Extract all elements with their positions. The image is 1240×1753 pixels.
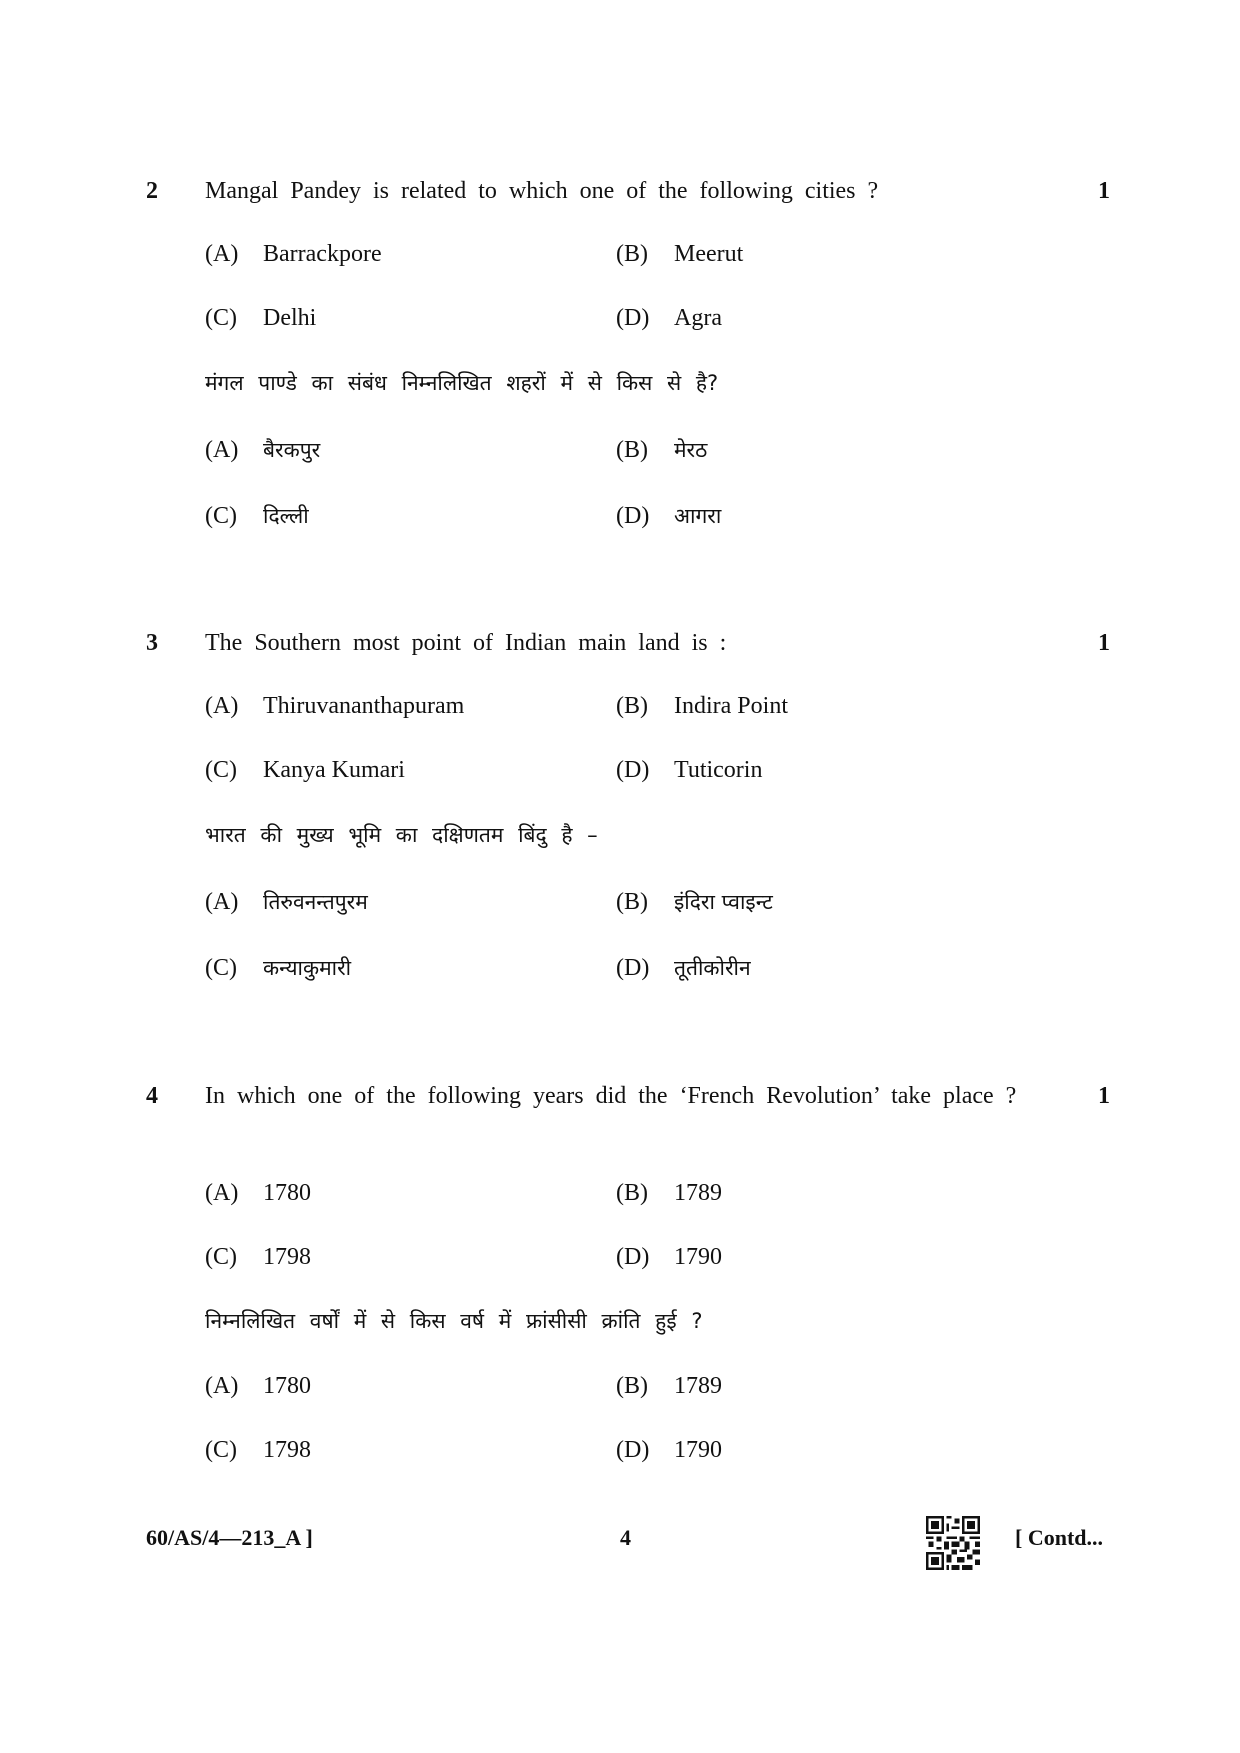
question-number: 3 (146, 630, 158, 656)
option-c-hi: (C) दिल्ली (205, 503, 309, 529)
question-number: 2 (146, 178, 158, 204)
question-text-en: In which one of the following years did the ‘French Revolution’ take place ? (205, 1083, 1017, 1109)
option-a-hi: (A) तिरुवनन्तपुरम (205, 889, 368, 915)
option-a-hi: (A) बैरकपुर (205, 437, 321, 463)
question-marks: 1 (1098, 630, 1110, 656)
option-d-hi: (D) 1790 (616, 1437, 722, 1463)
option-b-hi: (B) मेरठ (616, 437, 708, 463)
option-c-hi: (C) कन्याकुमारी (205, 955, 352, 981)
option-c-en: (C) 1798 (205, 1244, 311, 1270)
option-d-en: (D) Tuticorin (616, 757, 763, 783)
option-a-en: (A) Thiruvananthapuram (205, 693, 465, 719)
option-a-en: (A) Barrackpore (205, 241, 382, 267)
option-c-en: (C) Delhi (205, 305, 317, 331)
option-a-hi: (A) 1780 (205, 1373, 311, 1399)
option-d-en: (D) Agra (616, 305, 722, 331)
option-a-en: (A) 1780 (205, 1180, 311, 1206)
paper-code: 60/AS/4—213_A ] (146, 1525, 313, 1550)
option-c-en: (C) Kanya Kumari (205, 757, 405, 783)
option-d-hi: (D) आगरा (616, 503, 722, 529)
option-d-en: (D) 1790 (616, 1244, 722, 1270)
question-number: 4 (146, 1083, 158, 1109)
page-number: 4 (620, 1525, 631, 1550)
option-c-hi: (C) 1798 (205, 1437, 311, 1463)
question-text-hi: भारत की मुख्य भूमि का दक्षिणतम बिंदु है – (205, 823, 598, 847)
option-b-hi: (B) इंदिरा प्वाइन्ट (616, 889, 773, 915)
option-b-hi: (B) 1789 (616, 1373, 722, 1399)
question-marks: 1 (1098, 1083, 1110, 1109)
option-b-en: (B) 1789 (616, 1180, 722, 1206)
question-text-en: Mangal Pandey is related to which one of the following cities ? (205, 178, 879, 204)
question-text-hi: मंगल पाण्डे का संबंध निम्नलिखित शहरों में से किस से है? (205, 371, 719, 395)
option-b-en: (B) Indira Point (616, 693, 788, 719)
continued-label: [ Contd... (1015, 1525, 1104, 1550)
option-d-hi: (D) तूतीकोरीन (616, 955, 751, 981)
question-text-en: The Southern most point of Indian main land is : (205, 630, 727, 656)
qr-code-icon (926, 1516, 980, 1570)
option-b-en: (B) Meerut (616, 241, 744, 267)
question-text-hi: निम्नलिखित वर्षों में से किस वर्ष में फ्रांसीसी क्रांति हुई ? (205, 1309, 703, 1333)
question-marks: 1 (1098, 178, 1110, 204)
